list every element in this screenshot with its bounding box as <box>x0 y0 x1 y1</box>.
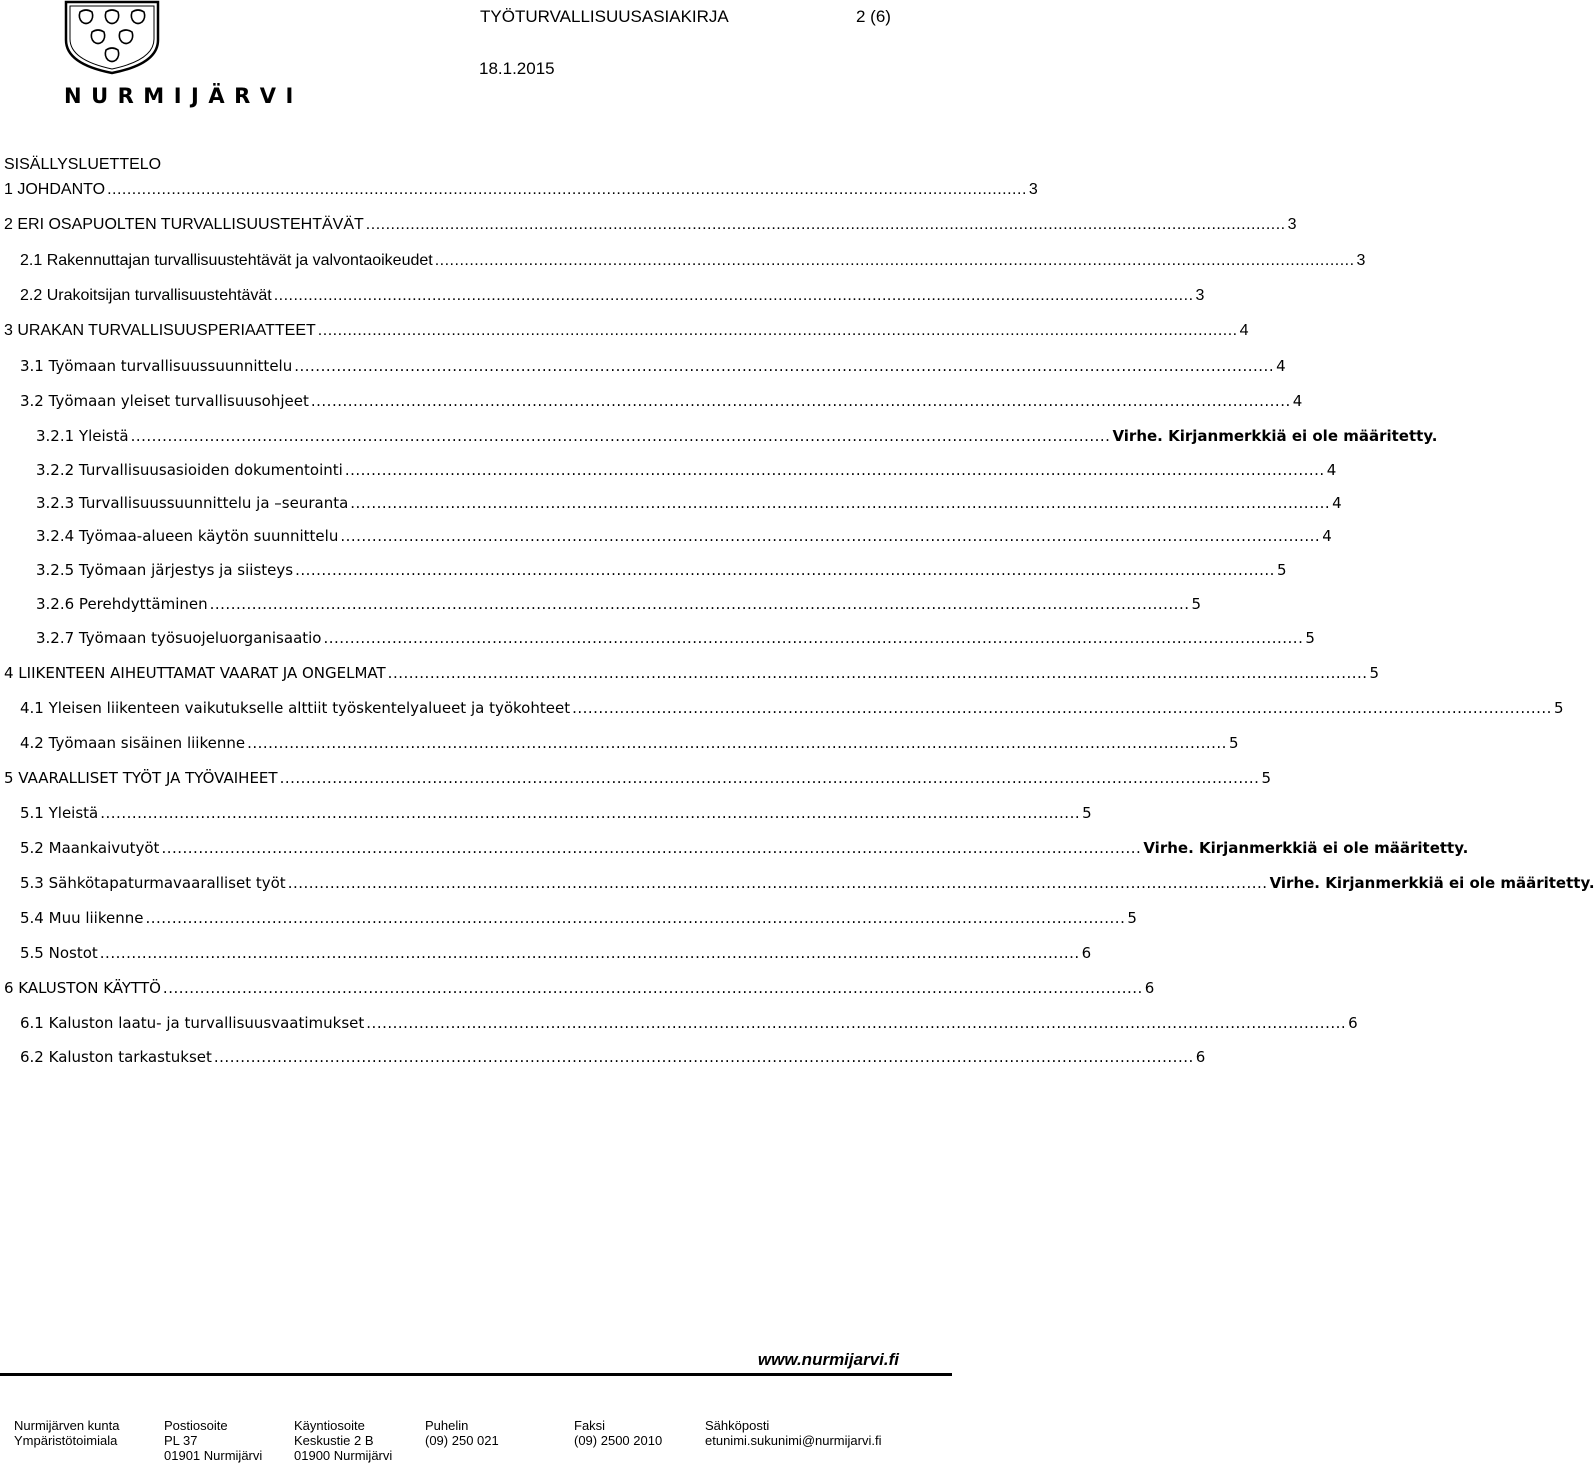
toc-entry-title: 5.4 Muu liikenne <box>20 909 144 927</box>
footer-line: Ympäristötoimiala <box>14 1433 118 1448</box>
toc-leader: .......................................................................................................................................................................................... <box>340 527 1321 545</box>
footer-line: (09) 250 021 <box>425 1433 499 1448</box>
toc-entry-title: 3.2.1 Yleistä <box>36 427 129 445</box>
toc-entry-page: 6 <box>1195 1048 1206 1066</box>
toc-entry-title: 4 LIIKENTEEN AIHEUTTAMAT VAARAT JA ONGELMAT <box>4 664 386 682</box>
toc-entry[interactable] <box>20 287 1205 307</box>
toc-entry-page: 5 <box>1276 561 1287 579</box>
toc-leader: .......................................................................................................................................................................................... <box>317 322 1238 339</box>
toc-entry[interactable] <box>20 252 1366 272</box>
toc-leader: .......................................................................................................................................................................................... <box>100 804 1081 822</box>
toc-entry-title: 3.2 Työmaan yleiset turvallisuusohjeet <box>20 392 309 410</box>
toc-entry[interactable] <box>4 979 1155 999</box>
toc-entry-page: 4 <box>1239 322 1249 339</box>
toc-entry-page: 3 <box>1356 252 1366 269</box>
toc-entry-title: 5 VAARALLISET TYÖT JA TYÖVAIHEET <box>4 769 278 787</box>
toc-entry-title: 3.2.3 Turvallisuussuunnittelu ja –seuranta <box>36 494 349 512</box>
toc-entry[interactable] <box>20 944 1092 964</box>
toc-entry-title: 4.2 Työmaan sisäinen liikenne <box>20 734 246 752</box>
toc-leader: .......................................................................................................................................................................................... <box>310 392 1291 410</box>
footer-line[interactable]: etunimi.sukunimi@nurmijarvi.fi <box>705 1433 882 1448</box>
toc-leader: .......................................................................................................................................................................................... <box>161 839 1142 857</box>
toc-entry-page: 5 <box>1082 804 1092 822</box>
toc-entry[interactable] <box>36 561 1287 581</box>
footer-fax <box>574 1418 662 1448</box>
toc-leader: .......................................................................................................................................................................................... <box>162 979 1143 997</box>
toc-entry[interactable] <box>20 804 1092 824</box>
toc-entry-title: 2 ERI OSAPUOLTEN TURVALLISUUSTEHTÄVÄT <box>4 216 364 233</box>
toc-leader: .......................................................................................................................................................................................... <box>434 252 1355 269</box>
crest-icon <box>62 0 162 74</box>
toc-leader: .......................................................................................................................................................................................... <box>247 734 1227 752</box>
toc-entry-title: 2.1 Rakennuttajan turvallisuustehtävät ja valvontaoikeudet <box>20 252 433 269</box>
document-date: 18.1.2015 <box>479 59 555 78</box>
logo-wordmark: NURMIJÄRVI <box>64 84 303 108</box>
toc-entry-page: 5 <box>1127 909 1137 927</box>
toc-leader: .......................................................................................................................................................................................... <box>294 357 1275 375</box>
toc-entry[interactable] <box>36 427 1438 447</box>
toc-entry-title: 3.2.4 Työmaa-alueen käytön suunnittelu <box>36 527 339 545</box>
toc-entry[interactable] <box>20 699 1564 719</box>
toc-entry[interactable] <box>4 322 1249 342</box>
footer-organization <box>14 1418 120 1448</box>
toc-entry-title: 3.2.6 Perehdyttäminen <box>36 595 208 613</box>
toc-leader: .......................................................................................................................................................................................... <box>365 216 1286 233</box>
toc-entry-title: 4.1 Yleisen liikenteen vaikutukselle alttiit työskentelyalueet ja työkohteet <box>20 699 571 717</box>
toc-leader: .......................................................................................................................................................................................... <box>107 181 1027 198</box>
toc-entry-page: 4 <box>1332 494 1342 512</box>
footer-visiting-address <box>294 1418 392 1463</box>
toc-leader: .......................................................................................................................................................................................... <box>213 1048 1194 1066</box>
toc-entry[interactable] <box>4 216 1297 236</box>
footer <box>0 1418 960 1465</box>
footer-line: Postiosoite <box>164 1418 228 1433</box>
toc-entry-page: 3 <box>1028 181 1038 198</box>
toc-entry-page: 6 <box>1144 979 1155 997</box>
toc-entry[interactable] <box>20 1014 1358 1034</box>
toc-leader: .......................................................................................................................................................................................... <box>366 1014 1347 1032</box>
toc-entry-page: 5 <box>1553 699 1564 717</box>
toc-entry-page: 5 <box>1228 734 1239 752</box>
footer-line: 01901 Nurmijärvi <box>164 1448 263 1463</box>
toc-entry-title: 3 URAKAN TURVALLISUUSPERIAATTEET <box>4 322 316 339</box>
nurmijarvi-logo <box>62 0 314 110</box>
toc-entry-page: 5 <box>1305 629 1315 647</box>
footer-email <box>705 1418 881 1448</box>
footer-line: Puhelin <box>425 1418 469 1433</box>
toc-leader: .......................................................................................................................................................................................... <box>209 595 1190 613</box>
toc-entry-page: Virhe. Kirjanmerkkiä ei ole määritetty. <box>1112 427 1438 445</box>
toc-entry-title: 5.5 Nostot <box>20 944 98 962</box>
toc-entry[interactable] <box>20 392 1303 412</box>
toc-leader: .......................................................................................................................................................................................... <box>572 699 1552 717</box>
footer-line: Nurmijärven kunta <box>14 1418 120 1433</box>
toc-entry[interactable] <box>4 769 1271 789</box>
toc-entry-title: 6.2 Kaluston tarkastukset <box>20 1048 212 1066</box>
toc-entry[interactable] <box>4 664 1380 684</box>
toc-leader: .......................................................................................................................................................................................... <box>350 494 1331 512</box>
toc-entry-page: 5 <box>1369 664 1380 682</box>
toc-heading: SISÄLLYSLUETTELO <box>4 156 162 173</box>
document-title: TYÖTURVALLISUUSASIAKIRJA <box>480 7 729 26</box>
toc-leader: .......................................................................................................................................................................................... <box>287 874 1268 892</box>
toc-entry-page: Virhe. Kirjanmerkkiä ei ole määritetty. <box>1269 874 1595 892</box>
footer-divider <box>0 1373 952 1376</box>
toc-entry-page: 6 <box>1348 1014 1358 1032</box>
toc-leader: .......................................................................................................................................................................................... <box>145 909 1126 927</box>
toc-entry[interactable] <box>4 181 1038 201</box>
toc-leader: .......................................................................................................................................................................................... <box>130 427 1111 445</box>
footer-line: Käyntiosoite <box>294 1418 365 1433</box>
toc-entry[interactable] <box>20 909 1137 929</box>
toc-entry-title: 3.2.5 Työmaan järjestys ja siisteys <box>36 561 294 579</box>
footer-phone <box>425 1418 499 1448</box>
footer-line: Faksi <box>574 1418 606 1433</box>
toc-leader: .......................................................................................................................................................................................... <box>323 629 1304 647</box>
toc-entry-page: 5 <box>1261 769 1271 787</box>
toc-entry-page: 6 <box>1081 944 1092 962</box>
toc-entry[interactable] <box>20 839 1469 859</box>
toc-entry-page: 4 <box>1292 392 1303 410</box>
toc-leader: .......................................................................................................................................................................................... <box>279 769 1260 787</box>
toc-entry-page: Virhe. Kirjanmerkkiä ei ole määritetty. <box>1143 839 1469 857</box>
toc-entry[interactable] <box>36 595 1202 615</box>
toc-entry-title: 6.1 Kaluston laatu- ja turvallisuusvaatimukset <box>20 1014 365 1032</box>
toc-leader: .......................................................................................................................................................................................... <box>273 287 1194 304</box>
toc-leader: .......................................................................................................................................................................................... <box>387 664 1368 682</box>
toc-entry[interactable] <box>20 357 1286 377</box>
footer-line: Sähköposti <box>705 1418 770 1433</box>
footer-line: PL 37 <box>164 1433 198 1448</box>
toc-entry-page: 3 <box>1287 216 1297 233</box>
toc-leader: .......................................................................................................................................................................................... <box>99 944 1080 962</box>
toc-entry-title: 1 JOHDANTO <box>4 181 106 198</box>
toc-entry[interactable] <box>20 734 1239 754</box>
toc-leader: .......................................................................................................................................................................................... <box>344 461 1325 479</box>
toc-entry-title: 5.1 Yleistä <box>20 804 99 822</box>
toc-entry[interactable] <box>20 874 1595 894</box>
toc-entry-title: 5.2 Maankaivutyöt <box>20 839 160 857</box>
footer-line: (09) 2500 2010 <box>574 1433 663 1448</box>
toc-entry-title: 5.3 Sähkötapaturmavaaralliset työt <box>20 874 286 892</box>
toc-leader: .......................................................................................................................................................................................... <box>295 561 1275 579</box>
toc-entry-page: 5 <box>1191 595 1202 613</box>
toc-entry-title: 3.2.7 Työmaan työsuojeluorganisaatio <box>36 629 322 647</box>
footer-postal-address <box>164 1418 262 1463</box>
website-link[interactable]: www.nurmijarvi.fi <box>757 1350 899 1369</box>
toc-entry[interactable] <box>36 461 1337 481</box>
toc-entry-page: 3 <box>1195 287 1205 304</box>
toc-entry[interactable] <box>20 1048 1206 1068</box>
footer-line: 01900 Nurmijärvi <box>294 1448 393 1463</box>
toc-entry[interactable] <box>36 527 1332 547</box>
page-number: 2 (6) <box>856 7 891 26</box>
toc-entry-title: 3.1 Työmaan turvallisuussuunnittelu <box>20 357 293 375</box>
toc-entry[interactable] <box>36 629 1315 649</box>
toc-entry[interactable] <box>36 494 1342 514</box>
toc-entry-title: 3.2.2 Turvallisuusasioiden dokumentointi <box>36 461 343 479</box>
toc-entry-page: 4 <box>1276 357 1286 375</box>
toc-entry-page: 4 <box>1322 527 1332 545</box>
toc-entry-title: 2.2 Urakoitsijan turvallisuustehtävät <box>20 287 272 304</box>
toc-entry-title: 6 KALUSTON KÄYTTÖ <box>4 979 161 997</box>
footer-line: Keskustie 2 B <box>294 1433 374 1448</box>
toc-entry-page: 4 <box>1326 461 1337 479</box>
